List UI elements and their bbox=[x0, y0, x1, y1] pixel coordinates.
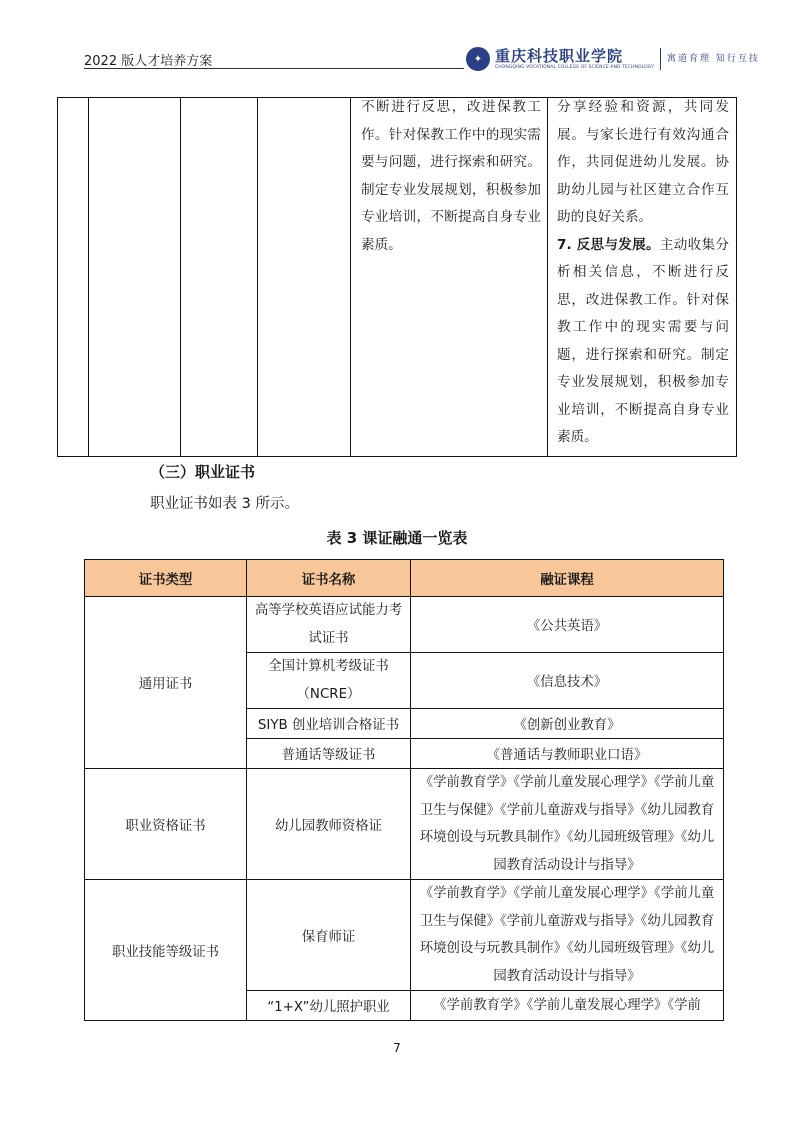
cert-name-cell: SIYB 创业培训合格证书 bbox=[247, 709, 411, 739]
table-header-row bbox=[85, 560, 724, 597]
cooperation-text: 分享经验和资源，共同发展。与家长进行有效沟通合作，共同促进幼儿发展。协助幼儿园与社区建立合作互助的良好关系。 bbox=[557, 99, 729, 225]
table-row bbox=[85, 880, 724, 991]
cert-name-cell: 高等学校英语应试能力考试证书 bbox=[247, 597, 411, 653]
table-column-line bbox=[547, 97, 548, 457]
header-courses: 融证课程 bbox=[411, 560, 724, 597]
header-cert-name: 证书名称 bbox=[247, 560, 411, 597]
school-motto: 寓道育理 知行互技 bbox=[666, 53, 760, 64]
school-name-en: CHONGQING VOCATIONAL COLLEGE OF SCIENCE AND TECHNOLOGY bbox=[495, 64, 654, 70]
page-number: 7 bbox=[393, 1041, 401, 1055]
course-cell: 《学前教育学》《学前儿童发展心理学》《学前 bbox=[411, 991, 724, 1021]
table-caption: 表 3 课证融通一览表 bbox=[326, 529, 468, 547]
cert-name-cell: “1+X”幼儿照护职业 bbox=[247, 991, 411, 1021]
course-cell: 《学前教育学》《学前儿童发展心理学》《学前儿童卫生与保健》《学前儿童游戏与指导》《幼儿园教育环境创设与玩教具制作》《幼儿园班级管理》《幼儿园教育活动设计与指导》 bbox=[411, 769, 724, 880]
table-column-line bbox=[57, 97, 58, 457]
table-row bbox=[85, 769, 724, 880]
section-paragraph: 职业证书如表 3 所示。 bbox=[150, 496, 299, 512]
course-cell: 《学前教育学》《学前儿童发展心理学》《学前儿童卫生与保健》《学前儿童游戏与指导》《幼儿园教育环境创设与玩教具制作》《幼儿园班级管理》《幼儿园教育活动设计与指导》 bbox=[411, 880, 724, 991]
cert-type-cell: 职业资格证书 bbox=[85, 769, 247, 880]
table-border-bottom bbox=[57, 456, 737, 457]
cooperation-cell-text bbox=[557, 94, 729, 452]
school-name-cn: 重庆科技职业学院 bbox=[495, 46, 624, 65]
course-cell: 《普通话与教师职业口语》 bbox=[411, 739, 724, 769]
certificate-table bbox=[84, 559, 724, 1021]
course-cell: 《创新创业教育》 bbox=[411, 709, 724, 739]
reflection-text: 主动收集分析相关信息，不断进行反思，改进保教工作。针对保教工作中的现实需要与问题，进行探索和研究。制定专业发展规划，积极参加专业培训，不断提高自身专业素质。 bbox=[557, 236, 730, 445]
table-row bbox=[85, 597, 724, 653]
table-column-line bbox=[736, 97, 737, 457]
logo-divider bbox=[660, 48, 661, 70]
reflection-cell-text: 不断进行反思，改进保教工作。针对保教工作中的现实需要与问题，进行探索和研究。制定专业发展规划，积极参加专业培训，不断提高自身专业素质。 bbox=[361, 99, 541, 253]
table-column-line bbox=[257, 97, 258, 457]
document-header-title: 2022 版人才培养方案 bbox=[84, 54, 213, 69]
cert-name-cell: 全国计算机考级证书（NCRE） bbox=[247, 653, 411, 709]
course-cell: 《信息技术》 bbox=[411, 653, 724, 709]
school-logo bbox=[466, 47, 760, 71]
cert-type-cell: 通用证书 bbox=[85, 597, 247, 769]
school-seal-icon: ✦ bbox=[466, 47, 490, 71]
header-rule bbox=[84, 68, 464, 69]
cert-type-cell: 职业技能等级证书 bbox=[85, 880, 247, 1021]
table-column-line bbox=[180, 97, 181, 457]
cert-name-cell: 保育师证 bbox=[247, 880, 411, 991]
section-heading: （三）职业证书 bbox=[150, 463, 256, 481]
header-cert-type: 证书类型 bbox=[85, 560, 247, 597]
cert-name-cell: 普通话等级证书 bbox=[247, 739, 411, 769]
course-cell: 《公共英语》 bbox=[411, 597, 724, 653]
table-column-line bbox=[350, 97, 351, 457]
table-column-line bbox=[88, 97, 89, 457]
cert-name-cell: 幼儿园教师资格证 bbox=[247, 769, 411, 880]
school-name bbox=[495, 48, 654, 71]
reflection-heading: 7. 反思与发展。 bbox=[557, 236, 660, 253]
